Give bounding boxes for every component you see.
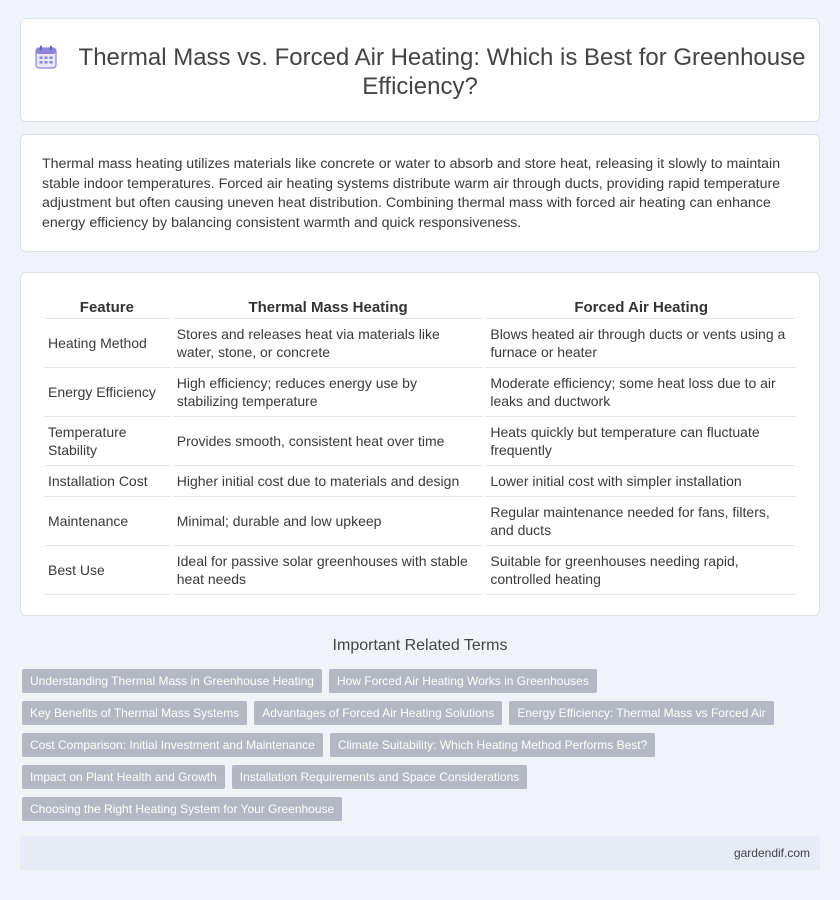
related-term-tag[interactable]: Installation Requirements and Space Considerations: [232, 765, 528, 789]
table-header-row: [44, 295, 796, 319]
forced-air-cell: Regular maintenance needed for fans, filters, and ducts: [486, 497, 796, 546]
table-row: [44, 497, 796, 546]
related-terms-heading: Important Related Terms: [332, 637, 508, 654]
related-term-tag[interactable]: Cost Comparison: Initial Investment and Maintenance: [22, 733, 323, 757]
calendar-icon: [35, 45, 57, 69]
table-row: [44, 546, 796, 595]
table-row: [44, 319, 796, 368]
page-title-text: Thermal Mass vs. Forced Air Heating: Which is Best for Greenhouse Efficiency?: [78, 44, 806, 100]
feature-cell: Energy Efficiency: [44, 368, 170, 417]
related-terms-list: [22, 669, 812, 829]
column-header: Feature: [44, 295, 170, 319]
column-header: Thermal Mass Heating: [173, 295, 484, 319]
feature-cell: Heating Method: [44, 319, 170, 368]
tag-row: [22, 669, 812, 693]
comparison-card: [20, 272, 820, 616]
comparison-table: [41, 295, 799, 595]
tag-row: [22, 733, 812, 757]
related-term-tag[interactable]: Key Benefits of Thermal Mass Systems: [22, 701, 247, 725]
forced-air-cell: Lower initial cost with simpler installation: [486, 466, 796, 497]
related-term-tag[interactable]: Energy Efficiency: Thermal Mass vs Forced Air: [509, 701, 773, 725]
related-term-tag[interactable]: Understanding Thermal Mass in Greenhouse Heating: [22, 669, 322, 693]
thermal-mass-cell: Stores and releases heat via materials like water, stone, or concrete: [173, 319, 484, 368]
thermal-mass-cell: Provides smooth, consistent heat over time: [173, 417, 484, 466]
column-header: Forced Air Heating: [486, 295, 796, 319]
related-term-tag[interactable]: Choosing the Right Heating System for Your Greenhouse: [22, 797, 342, 821]
tag-row: [22, 765, 812, 789]
title-card: [20, 18, 820, 122]
feature-cell: Installation Cost: [44, 466, 170, 497]
intro-paragraph: Thermal mass heating utilizes materials like concrete or water to absorb and store heat, releasing it slowly to maintain stable indoor temperatures. Forced air heating systems distribute warm air through ducts, providing rapid temperature adjustment but often causing uneven heat distribution. Combining thermal mass with forced air heating can enhance energy efficiency by balancing consistent warmth and quick responsiveness.: [42, 156, 781, 231]
thermal-mass-cell: Minimal; durable and low upkeep: [173, 497, 484, 546]
feature-cell: Maintenance: [44, 497, 170, 546]
thermal-mass-cell: High efficiency; reduces energy use by stabilizing temperature: [173, 368, 484, 417]
related-term-tag[interactable]: Advantages of Forced Air Heating Solutions: [254, 701, 502, 725]
forced-air-cell: Suitable for greenhouses needing rapid, controlled heating: [486, 546, 796, 595]
feature-cell: Temperature Stability: [44, 417, 170, 466]
related-term-tag[interactable]: Climate Suitability: Which Heating Method Performs Best?: [330, 733, 655, 757]
thermal-mass-cell: Ideal for passive solar greenhouses with stable heat needs: [173, 546, 484, 595]
related-term-tag[interactable]: Impact on Plant Health and Growth: [22, 765, 225, 789]
forced-air-cell: Moderate efficiency; some heat loss due to air leaks and ductwork: [486, 368, 796, 417]
thermal-mass-cell: Higher initial cost due to materials and design: [173, 466, 484, 497]
page-title: [21, 43, 819, 101]
related-term-tag[interactable]: How Forced Air Heating Works in Greenhouses: [329, 669, 597, 693]
feature-cell: Best Use: [44, 546, 170, 595]
forced-air-cell: Blows heated air through ducts or vents using a furnace or heater: [486, 319, 796, 368]
table-row: [44, 368, 796, 417]
intro-card: [20, 134, 820, 252]
table-row: [44, 466, 796, 497]
table-row: [44, 417, 796, 466]
tag-row: [22, 701, 812, 725]
footer: [20, 836, 820, 870]
tag-row: [22, 797, 812, 821]
forced-air-cell: Heats quickly but temperature can fluctuate frequently: [486, 417, 796, 466]
site-domain[interactable]: gardendif.com: [733, 846, 810, 860]
